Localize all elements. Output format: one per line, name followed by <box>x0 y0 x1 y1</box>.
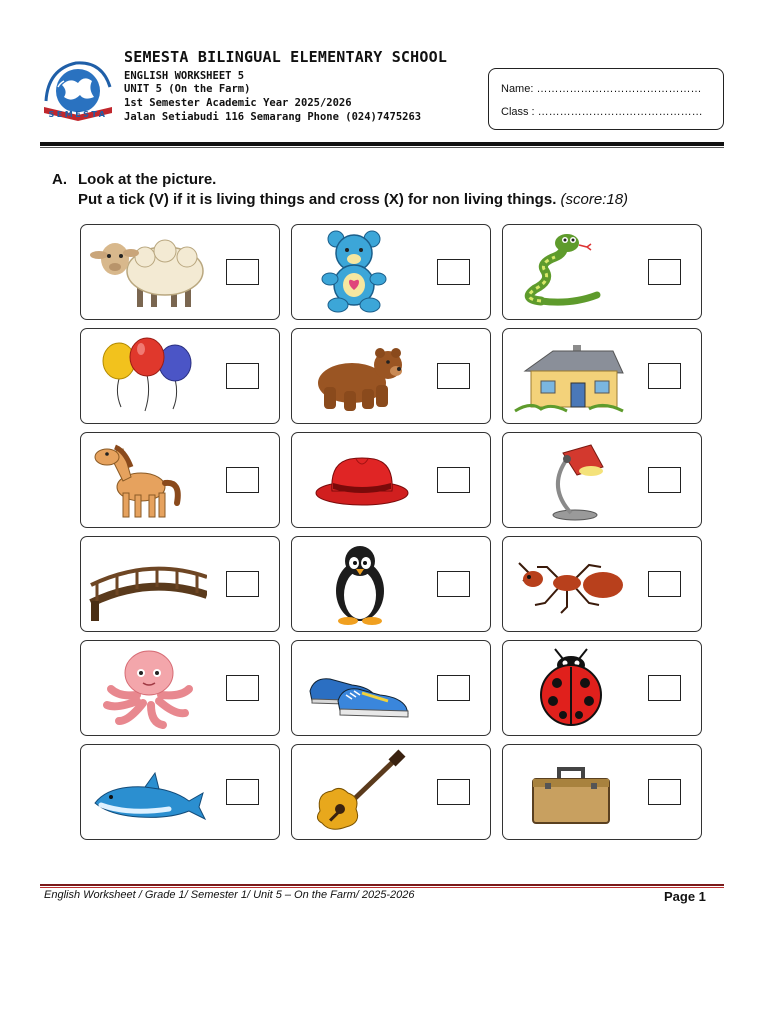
answer-box[interactable] <box>437 779 470 805</box>
ladybug-icon <box>511 645 629 731</box>
worksheet-header <box>40 44 730 144</box>
answer-box[interactable] <box>437 675 470 701</box>
bridge-icon <box>89 541 207 627</box>
class-field[interactable]: Class : ……………………………………… <box>501 106 703 118</box>
logo-text: SEMESTA <box>48 110 108 119</box>
horse-icon <box>89 437 207 523</box>
suitcase-icon <box>511 749 629 835</box>
page-number: Page 1 <box>664 889 706 904</box>
answer-box[interactable] <box>226 779 259 805</box>
penguin-icon <box>300 541 418 627</box>
item-card-dolphin <box>80 744 280 840</box>
header-divider <box>40 142 724 146</box>
answer-box[interactable] <box>648 259 681 285</box>
lamp-icon <box>511 437 629 523</box>
item-card-balloons <box>80 328 280 424</box>
item-card-bear <box>291 328 491 424</box>
answer-box[interactable] <box>226 467 259 493</box>
answer-box[interactable] <box>648 571 681 597</box>
answer-box[interactable] <box>226 259 259 285</box>
item-card-hat <box>291 432 491 528</box>
answer-box[interactable] <box>648 363 681 389</box>
item-card-suitcase <box>502 744 702 840</box>
bear-icon <box>300 333 418 419</box>
answer-box[interactable] <box>437 571 470 597</box>
answer-box[interactable] <box>648 675 681 701</box>
item-card-bridge <box>80 536 280 632</box>
answer-box[interactable] <box>226 571 259 597</box>
answer-box[interactable] <box>437 259 470 285</box>
item-card-sheep <box>80 224 280 320</box>
answer-box[interactable] <box>226 675 259 701</box>
student-info-box <box>488 68 724 130</box>
question-heading <box>52 171 216 188</box>
hat-icon <box>300 437 418 523</box>
item-card-penguin <box>291 536 491 632</box>
sheep-icon <box>89 229 207 315</box>
snake-icon <box>511 229 629 315</box>
question-title: Look at the picture. <box>78 171 217 188</box>
header-divider-thin <box>40 147 724 148</box>
ant-icon <box>511 541 629 627</box>
dolphin-icon <box>89 749 207 835</box>
teddy-bear-icon <box>300 229 418 315</box>
item-card-house <box>502 328 702 424</box>
answer-box[interactable] <box>437 467 470 493</box>
item-card-snake <box>502 224 702 320</box>
shoes-icon <box>300 645 418 731</box>
item-card-horse <box>80 432 280 528</box>
item-card-lamp <box>502 432 702 528</box>
house-icon <box>511 333 629 419</box>
question-instruction-line <box>78 191 628 208</box>
school-address: Jalan Setiabudi 116 Semarang Phone (024)7475263 <box>124 111 422 123</box>
question-instruction: Put a tick (V) if it is living things and cross (X) for non living things. <box>78 191 557 208</box>
footer-divider-thin <box>40 887 724 888</box>
balloons-icon <box>89 333 207 419</box>
answer-box[interactable] <box>437 363 470 389</box>
unit-title: UNIT 5 (On the Farm) <box>124 83 251 95</box>
item-card-ant <box>502 536 702 632</box>
answer-box[interactable] <box>648 779 681 805</box>
answer-box[interactable] <box>648 467 681 493</box>
item-card-octopus <box>80 640 280 736</box>
worksheet-title: ENGLISH WORKSHEET 5 <box>124 70 245 82</box>
footer-divider <box>40 884 724 886</box>
school-name: SEMESTA BILINGUAL ELEMENTARY SCHOOL <box>124 48 448 66</box>
question-number: A. <box>52 171 67 188</box>
octopus-icon <box>89 645 207 731</box>
item-card-teddy-bear <box>291 224 491 320</box>
name-field[interactable]: Name: ……………………………………… <box>501 83 702 95</box>
question-score: (score:18) <box>560 191 629 208</box>
item-card-ladybug <box>502 640 702 736</box>
guitar-icon <box>300 749 418 835</box>
academic-year: 1st Semester Academic Year 2025/2026 <box>124 97 352 109</box>
answer-box[interactable] <box>226 363 259 389</box>
item-card-shoes <box>291 640 491 736</box>
footer-text: English Worksheet / Grade 1/ Semester 1/ Unit 5 – On the Farm/ 2025-2026 <box>44 889 415 901</box>
item-card-guitar <box>291 744 491 840</box>
